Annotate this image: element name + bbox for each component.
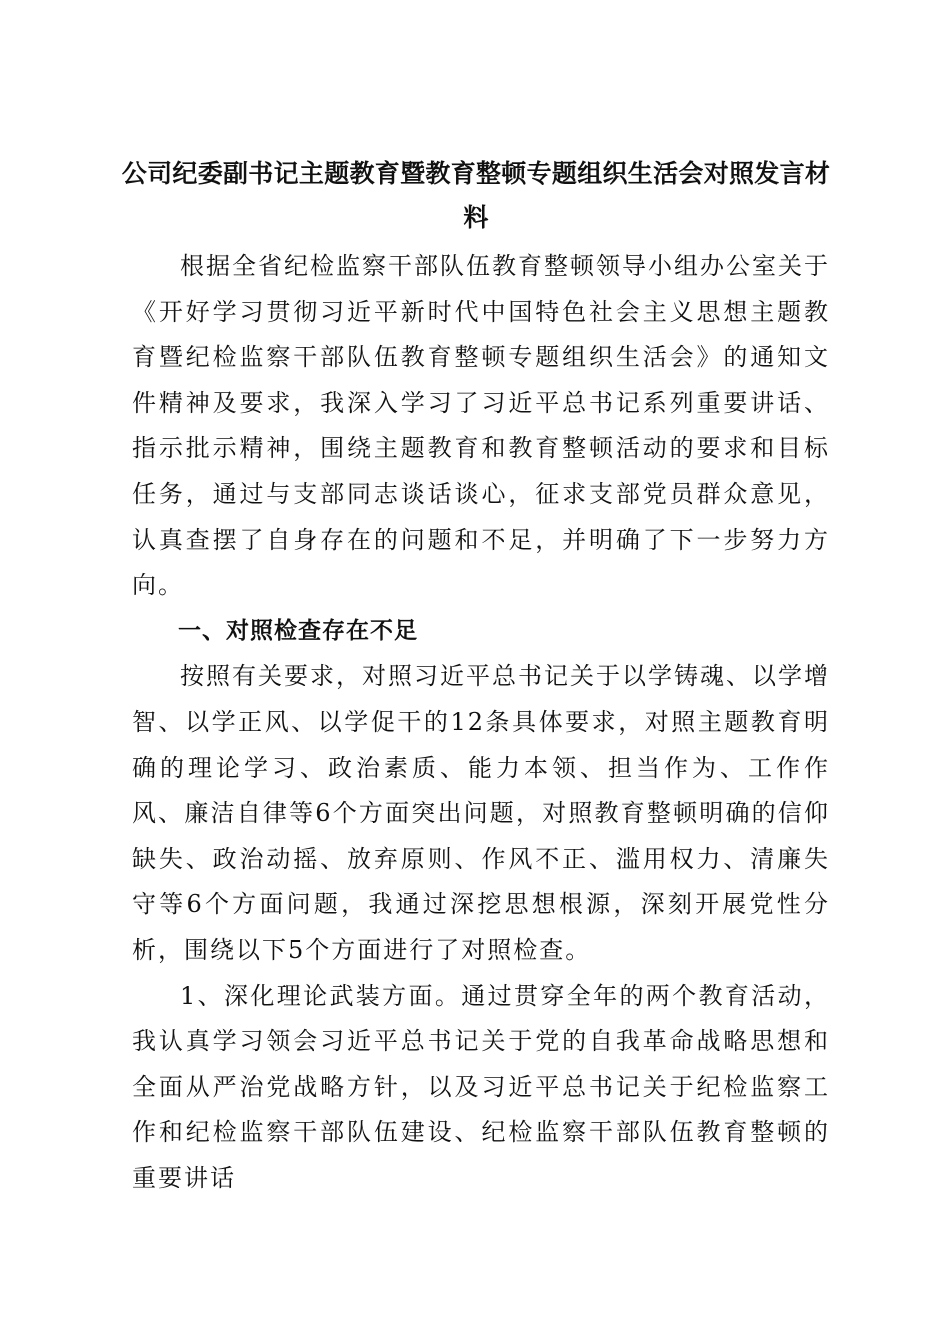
section-paragraph: 按照有关要求，对照习近平总书记关于以学铸魂、以学增智、以学正风、以学促干的12条具体要求，对照主题教育明确的理论学习、政治素质、能力本领、担当作为、工作作风、廉洁自律等6个方面突出问题，对照教育整顿明确的信仰缺失、政治动摇、放弃原则、作风不正、滥用权力、清廉失守等6个方面问题，我通过深挖思想根源，深刻开展党性分析，围绕以下5个方面进行了对照检查。 bbox=[132, 662, 830, 964]
document-body bbox=[132, 244, 830, 1201]
intro-paragraph: 根据全省纪检监察干部队伍教育整顿领导小组办公室关于《开好学习贯彻习近平新时代中国特色社会主义思想主题教育暨纪检监察干部队伍教育整顿专题组织生活会》的通知文件精神及要求，我深入学习了习近平总书记系列重要讲话、指示批示精神，围绕主题教育和教育整顿活动的要求和目标任务，通过与支部同志谈话谈心，征求支部党员群众意见，认真查摆了自身存在的问题和不足，并明确了下一步努力方向。 bbox=[132, 252, 830, 600]
point-paragraph: 1、深化理论武装方面。通过贯穿全年的两个教育活动，我认真学习领会习近平总书记关于党的自我革命战略思想和全面从严治党战略方针，以及习近平总书记关于纪检监察工作和纪检监察干部队伍建设、纪检监察干部队伍教育整顿的重要讲话 bbox=[132, 981, 830, 1192]
document-title: 公司纪委副书记主题教育暨教育整顿专题组织生活会对照发言材料 bbox=[121, 159, 831, 232]
section-heading: 一、对照检查存在不足 bbox=[178, 617, 418, 644]
